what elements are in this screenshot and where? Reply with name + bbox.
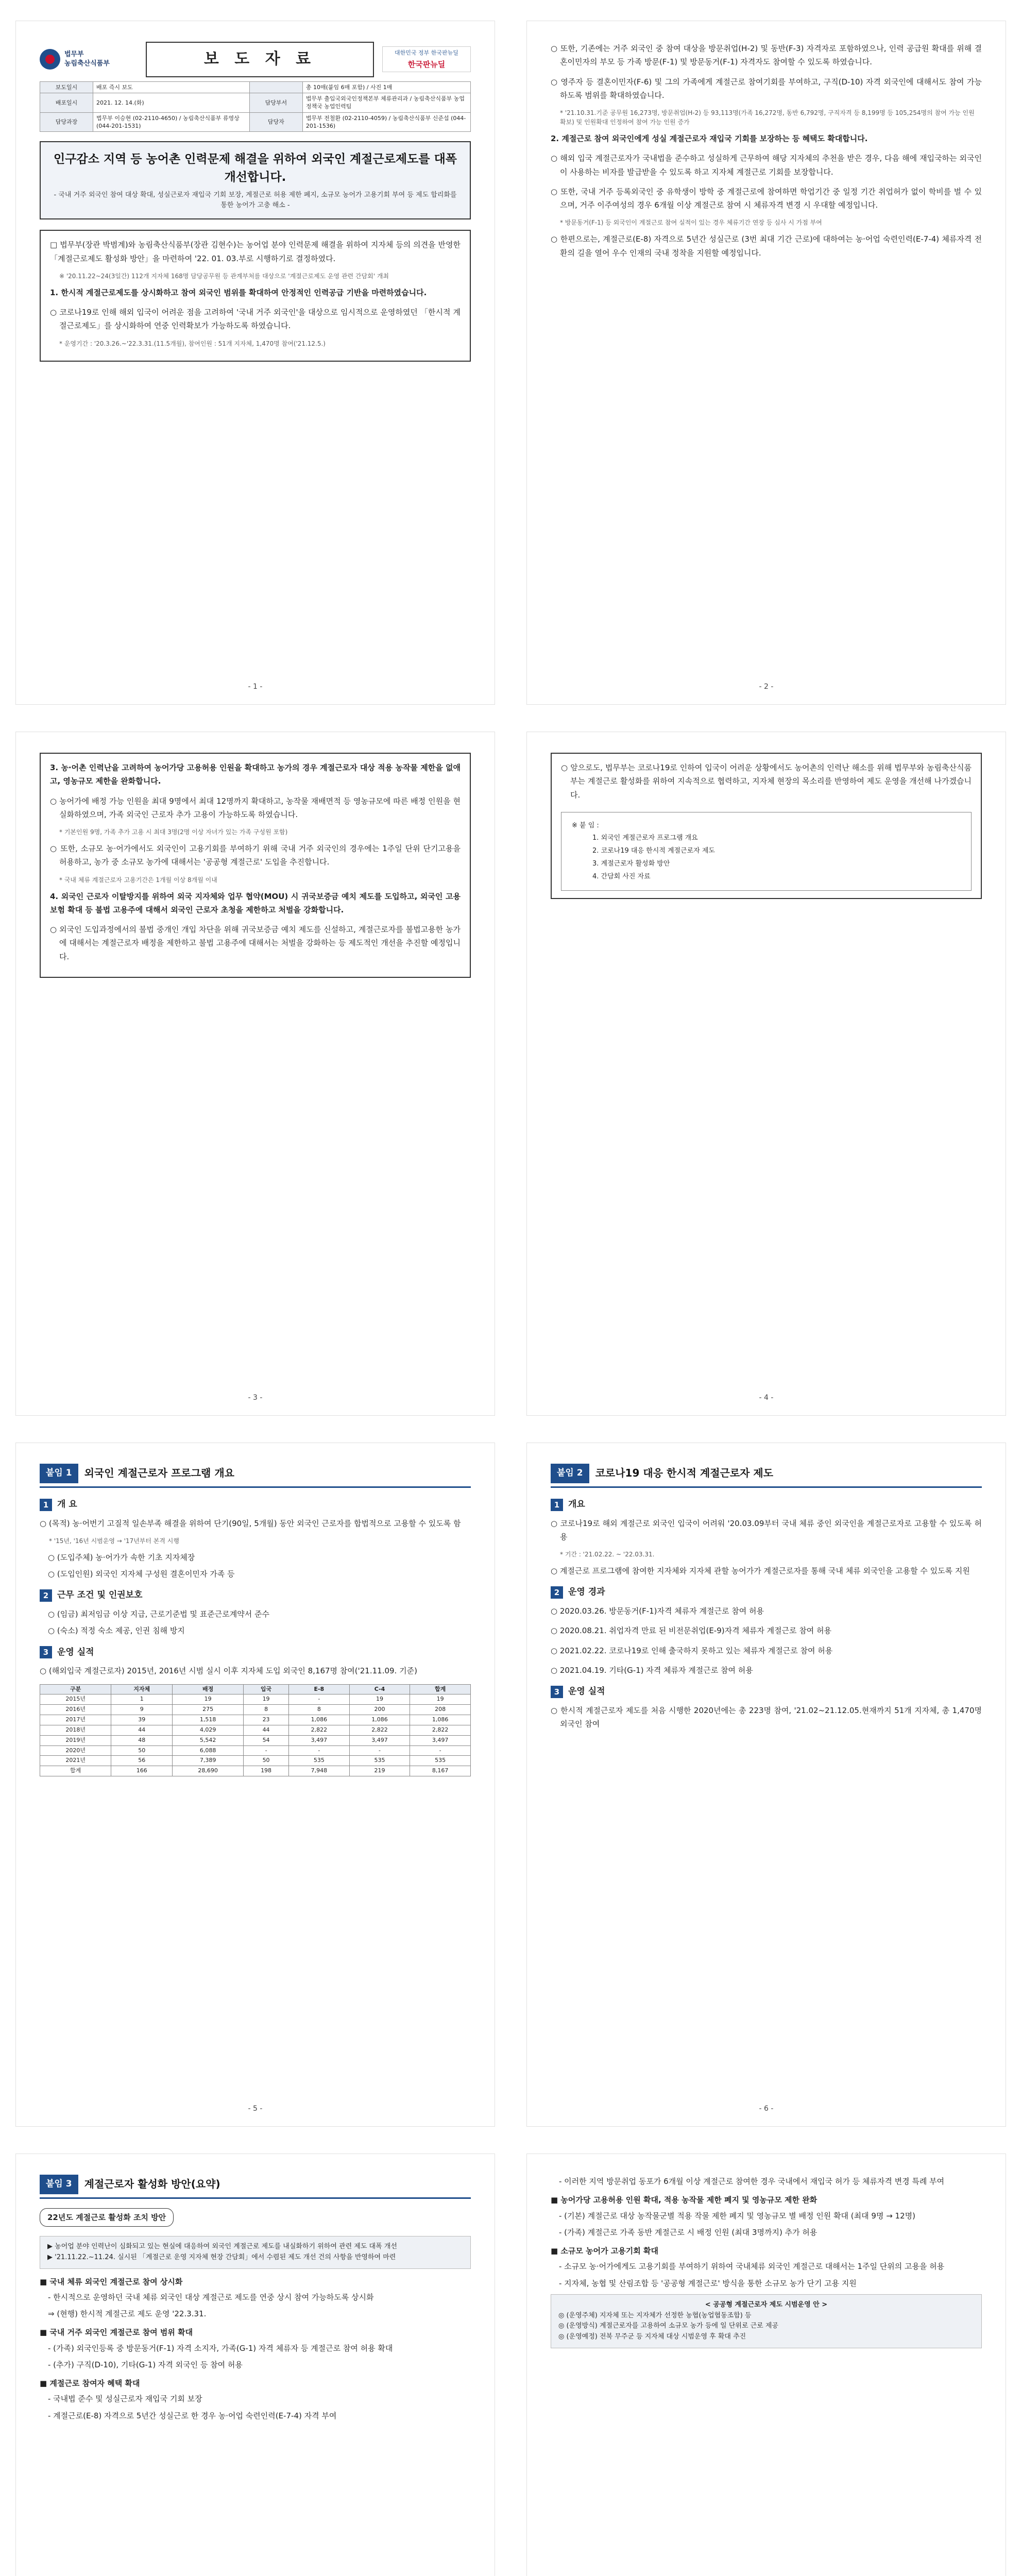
table-cell: 1,086 (289, 1715, 350, 1725)
measure-detail: - 한시적으로 운영하던 국내 체류 외국인 대상 계절근로 제도를 연중 상시 참여 가능하도록 상시화 (48, 2292, 374, 2302)
measure-heading: ■ 국내 거주 외국인 계절근로 참여 범위 확대 (40, 2328, 193, 2337)
bullet: ○ (임금) 최저임금 이상 지급, 근로기준법 및 표준근로계약서 준수 (48, 1609, 269, 1619)
summary-box (40, 2236, 471, 2269)
measure-detail: - 이러한 지역 방문취업 동포가 6개월 이상 계절근로 참여한 경우 국내에서 재입국 허가 등 체류자격 변경 특례 부여 (559, 2177, 945, 2186)
table-row (40, 1694, 471, 1705)
meta-value: 배포 즉시 보도 (93, 81, 250, 93)
brand-main: 한국판뉴딜 (407, 59, 446, 69)
attachment-list (561, 812, 972, 891)
note: * 국내 체류 계절근로자 고용기간은 1개월 이상 8개월 이내 (59, 876, 217, 884)
bullet: ○ 코로나19로 해외 계절근로 외국인 입국이 어려워 '20.03.09부터 국내 체류 중인 외국인을 계절근로자로 고용할 수 있도록 허용 (551, 1518, 982, 1541)
numbered-heading: 2 근무 조건 및 인권보호 (40, 1588, 471, 1603)
measure-detail: - (기본) 계절근로 대상 농작물군별 적용 작물 제한 폐지 및 영농규모 별 배정 인원 확대 (최대 9명 → 12명) (559, 2211, 915, 2221)
page-5 (15, 1443, 495, 2127)
measure-heading: ■ 소규모 농어가 고용기회 확대 (551, 2246, 658, 2256)
bullet: ○ 영주자 등 결혼이민자(F-6) 및 그의 가족에게 계절근로 참여기회를 부여하고, 구직(D-10) 자격 외국인에 대해서도 참여 가능하도록 범위를 확대하였습니다. (551, 77, 982, 100)
heading-text: 개 요 (57, 1499, 77, 1510)
table-cell: 3,497 (349, 1735, 410, 1745)
table-cell: 2018년 (40, 1725, 111, 1735)
note: * 기간 : '21.02.22. ~ '22.03.31. (560, 1551, 655, 1558)
bullet: ○ 계절근로 프로그램에 참여한 지자체와 지자체 관할 농어가가 계절근로자를 통해 국내 체류 외국인을 고용할 수 있도록 지원 (551, 1566, 970, 1575)
table-cell: 535 (410, 1756, 471, 1766)
table-cell: 8,167 (410, 1766, 471, 1776)
bullet: ○ 농어가에 배정 가능 인원을 최대 9명에서 최대 12명까지 확대하고, 농작물 재배면적 등 영농규모에 따른 배정 인원을 현실화하였으며, 가족 외국인 근로자 추가 고용이 가능하도록 하였습니다. (50, 796, 461, 819)
appendix-heading: 외국인 계절근로자 프로그램 개요 (84, 1467, 234, 1480)
numbered-heading: 3 운영 실적 (551, 1684, 982, 1700)
press-header (40, 42, 471, 77)
headline-box (40, 141, 471, 219)
table-cell: 1,086 (349, 1715, 410, 1725)
table-row (40, 1745, 471, 1756)
table-cell: 50 (111, 1745, 173, 1756)
meta-row (40, 81, 471, 93)
table-cell: 2,822 (289, 1725, 350, 1735)
table-cell: 28,690 (173, 1766, 244, 1776)
note: * '15년, '16년 시범운영 → '17년부터 본격 시행 (49, 1537, 179, 1545)
timeline-item: ○ 2020.08.21. 취업자격 만료 된 비전문취업(E-9)자격 체류자 계절근로 참여 허용 (551, 1626, 832, 1636)
table-cell: 535 (289, 1756, 350, 1766)
appendix-title (40, 2175, 471, 2199)
meta-value: 법무부 출입국외국인정책본부 체류관리과 / 농림축산식품부 농업정책국 농업인력팀 (302, 93, 470, 112)
table-cell: 8 (289, 1705, 350, 1715)
pilot-title: < 공공형 계절근로자 제도 시범운영 안 > (705, 2300, 828, 2309)
table-cell: 5,542 (173, 1735, 244, 1745)
table-cell: 3,497 (410, 1735, 471, 1745)
table-row (40, 1756, 471, 1766)
ministry-name-2: 농림축산식품부 (64, 60, 110, 68)
appendix-heading: 계절근로자 활성화 방안(요약) (84, 2178, 220, 2191)
appendix-title (551, 1464, 982, 1488)
attachment-item: 3. 계절근로자 활성화 방안 (592, 859, 670, 868)
table-header-cell: 배정 (173, 1684, 244, 1694)
press-title: 보 도 자 료 (146, 42, 374, 77)
measure-heading: ■ 계절근로 참여자 혜택 확대 (40, 2379, 140, 2388)
measure-detail: - (가족) 계절근로 가족 동반 계절근로 시 배정 인원 (최대 3명까지) 추가 허용 (559, 2227, 817, 2237)
measure-note: ⇒ (현행) 한시적 계절근로 제도 운영 '22.3.31. (48, 2309, 207, 2319)
round-heading: 22년도 계절근로 활성화 조치 방안 (40, 2208, 174, 2227)
table-cell: 48 (111, 1735, 173, 1745)
summary-item: ▶ 농어업 분야 인력난이 심화되고 있는 현실에 대응하여 외국인 계절근로 제도를 내실화하기 위하여 관련 제도 대폭 개선 (47, 2243, 397, 2250)
page-6 (526, 1443, 1006, 2127)
table-cell: 44 (111, 1725, 173, 1735)
bullet: ○ 한편으로는, 계절근로(E-8) 자격으로 5년간 성실근로 (3번 최대 기간 근로)에 대하여는 농·어업 숙련인력(E-7-4) 체류자격 전환의 길을 열어 우수 인재의 국내 정착을 지원할 예정입니다. (551, 234, 982, 258)
table-cell: 44 (244, 1725, 289, 1735)
measure-detail: - 소규모 농·어가에게도 고용기회를 부여하기 위하여 국내체류 외국인 계절근로 대해서는 1주일 단위의 고용을 허용 (559, 2262, 945, 2272)
new-deal-logo (382, 46, 471, 72)
note: * 운영기간 : '20.3.26.~'22.3.31.(11.5개월), 참여인원 : 51개 지자체, 1,470명 참여('21.12.5.) (59, 340, 326, 347)
measure-note: - (추가) 구직(D-10), 기타(G-1) 자격 외국인 등 참여 허용 (48, 2360, 243, 2369)
measure-heading: ■ 국내 체류 외국인 계절근로 참여 상시화 (40, 2277, 183, 2286)
table-cell: 200 (349, 1705, 410, 1715)
table-row (40, 1725, 471, 1735)
heading-text: 운영 실적 (568, 1686, 605, 1697)
table-cell: 2021년 (40, 1756, 111, 1766)
table-cell: 1 (111, 1694, 173, 1705)
table-header-cell: 입국 (244, 1684, 289, 1694)
table-cell: - (410, 1745, 471, 1756)
appendix-tag: 붙임 1 (40, 1464, 78, 1483)
bullet: ○ 외국인 도입과정에서의 불법 중개인 개입 차단을 위해 귀국보증금 예치 제도를 신설하고, 계절근로자를 불법고용한 농가에 대해서는 계절근로자 배정을 제한하고 불법 고용주에 대해서는 처벌을 강화하는 등 제도적인 개선을 추진할 예정입니다. (50, 925, 461, 961)
numbered-heading: 3 운영 실적 (40, 1645, 471, 1660)
meta-label: 배포일시 (40, 93, 93, 112)
measure-detail: - 지자체, 농협 및 산림조합 등 '공공형 계절근로' 방식을 통한 소규모 농가 단기 고용 지원 (559, 2278, 857, 2288)
note: * 방문동거(F-1) 등 외국인이 계절근로 참여 실적이 있는 경우 체류기간 연장 등 심사 시 가점 부여 (560, 219, 822, 227)
table-cell: - (244, 1745, 289, 1756)
meta-label: 담당과장 (40, 112, 93, 132)
meta-label (249, 81, 302, 93)
table-header-cell: C-4 (349, 1684, 410, 1694)
page-number: - 3 - (248, 1393, 263, 1402)
page-2 (526, 21, 1006, 705)
heading-text: 근무 조건 및 인권보호 (57, 1590, 143, 1601)
table-cell: 535 (349, 1756, 410, 1766)
intro-note: ※ '20.11.22~24(3일간) 112개 지자체 168명 담당공무원 등 관계부처를 대상으로 '계절근로제도 운영 관련 간담회' 개최 (59, 272, 389, 280)
table-row (40, 1705, 471, 1715)
table-header-cell: 구분 (40, 1684, 111, 1694)
table-cell: 6,088 (173, 1745, 244, 1756)
table-row (40, 1715, 471, 1725)
pilot-box (551, 2294, 982, 2348)
table-cell: 2019년 (40, 1735, 111, 1745)
table-cell: 19 (244, 1694, 289, 1705)
bullet: ○ 앞으로도, 법무부는 코로나19로 인하여 입국이 어려운 상황에서도 농어촌의 인력난 해소를 위해 법무부와 농림축산식품부는 계절근로 활성화를 위하여 지속적으로 협력하고, 지자체 현장의 목소리를 반영하여 제도 운영을 개선해 나가겠습니다. (561, 763, 972, 800)
timeline-item: ○ 2021.02.22. 코로나19로 인해 출국하지 못하고 있는 체류자 계절근로 참여 허용 (551, 1646, 833, 1655)
table-cell: 19 (173, 1694, 244, 1705)
table-cell: 208 (410, 1705, 471, 1715)
appendix-heading: 코로나19 대응 한시적 계절근로자 제도 (595, 1467, 774, 1480)
government-seal-icon (40, 49, 60, 70)
meta-table (40, 81, 471, 132)
meta-label: 담당부서 (249, 93, 302, 112)
bullet: ○ 또한, 기존에는 거주 외국인 중 참여 대상을 방문취업(H-2) 및 동반(F-3) 자격자로 포함하였으나, 인력 공급원 확대를 위해 결혼이민자의 부모 등 가족 방문(F-1) 및 방문동거(F-1) 자격자도 참여할 수 있도록 하였습니다. (551, 44, 982, 67)
attachment-item: 1. 외국인 계절근로자 프로그램 개요 (592, 834, 698, 842)
table-cell: 198 (244, 1766, 289, 1776)
page-number: - 5 - (248, 2104, 263, 2113)
bullet: ○ 한시적 계절근로자 제도를 처음 시행한 2020년에는 총 223명 참여, '21.02~21.12.05.현재까지 51개 지자체, 총 1,470명 외국인 참여 (551, 1705, 982, 1728)
appendix-title (40, 1464, 471, 1488)
meta-value: 총 10매(붙임 6매 포함) / 사진 1매 (302, 81, 470, 93)
intro-paragraph: □ 법무부(장관 박범계)와 농림축산식품부(장관 김현수)는 농어업 분야 인력문제 해결을 위하여 지자체 등의 의견을 반영한 「계절근로제도 활성화 방안」을 마련하여 '22. 01. 03.부로 시행하기로 결정하였다. (50, 240, 461, 263)
pilot-item: ◎ (운영방식) 계절근로자를 고용하여 소규모 농가 등에 일 단위로 근로 제공 (558, 2322, 778, 2330)
heading-text: 개요 (568, 1499, 585, 1510)
numbered-heading: 1 개 요 (40, 1497, 471, 1513)
section-heading: 1. 한시적 계절근로제도를 상시화하고 참여 외국인 범위를 확대하여 안정적인 인력공급 기반을 마련하였습니다. (50, 287, 427, 297)
table-cell: - (349, 1745, 410, 1756)
bullet: ○ 또한, 소규모 농·어가에서도 외국인이 고용기회를 부여하기 위해 국내 거주 외국인의 경우에는 1주일 단위 단기고용을 허용하고, 농가 중 소규모 농가에 대해서는 '공공형 계절근로' 도입을 추진합니다. (50, 844, 461, 867)
meta-row (40, 93, 471, 112)
heading-text: 운영 실적 (57, 1647, 94, 1657)
timeline-item: ○ 2021.04.19. 기타(G-1) 자격 체류자 계절근로 참여 허용 (551, 1665, 753, 1675)
page-8 (526, 2154, 1006, 2576)
appendix-tag: 붙임 3 (40, 2175, 78, 2194)
bullet: ○ (목적) 농·어번기 고질적 일손부족 해결을 위하여 단기(90일, 5개월) 동안 외국인 근로자를 합법적으로 고용할 수 있도록 함 (40, 1518, 461, 1528)
page-4 (526, 732, 1006, 1416)
table-header-cell: 지자체 (111, 1684, 173, 1694)
table-cell: 3,497 (289, 1735, 350, 1745)
table-cell: 56 (111, 1756, 173, 1766)
ministry-name: 법무부 (64, 50, 84, 59)
bullet: ○ 또한, 국내 거주 등록외국인 중 유학생이 방학 중 계절근로에 참여하면 학업기간 중 일정 기간 취업허가 없이 학비를 벌 수 있으며, 거주 이주여성의 경우 6개월 이상 계절근로 참여 시 체류자격 변경 시 우대할 예정입니다. (551, 187, 982, 210)
page-number: - 1 - (248, 682, 263, 691)
ministry-logo (40, 49, 138, 70)
table-header-cell: E-8 (289, 1684, 350, 1694)
meta-label: 보도일시 (40, 81, 93, 93)
headline-sub: - 국내 거주 외국인 참여 대상 확대, 성실근로자 재입국 기회 보장, 계절근로 허용 제한 폐지, 소규모 농어가 고용기회 부여 등 제도 합리화를 통한 농어가 고충 해소 - (54, 191, 457, 209)
table-cell: 8 (244, 1705, 289, 1715)
heading-text: 운영 경과 (568, 1587, 605, 1598)
table-cell: 219 (349, 1766, 410, 1776)
stats-header-row (40, 1684, 471, 1694)
table-cell: 2020년 (40, 1745, 111, 1756)
table-cell: 23 (244, 1715, 289, 1725)
table-cell: - (289, 1694, 350, 1705)
bullet: ○ (해외입국 계절근로자) 2015년, 2016년 시범 실시 이후 지자체 도입 외국인 8,167명 참여('21.11.09. 기준) (40, 1666, 417, 1676)
bullet: ○ (도입인원) 외국인 지자체 구성원 결혼이민자 가족 등 (48, 1569, 235, 1579)
page-number: - 6 - (759, 2104, 774, 2113)
measure-detail: - (가족) 외국인등록 중 방문동거(F-1) 자격 소지자, 가족(G-1) 자격 체류자 등 계절근로 참여 허용 확대 (48, 2343, 393, 2353)
meta-row (40, 112, 471, 132)
section-heading: 2. 계절근로 참여 외국인에게 성실 계절근로자 재입국 기회를 보장하는 등 혜택도 확대합니다. (551, 134, 868, 143)
table-cell: 7,948 (289, 1766, 350, 1776)
headline: 인구감소 지역 등 농어촌 인력문제 해결을 위하여 외국인 계절근로제도를 대폭 개선합니다. (53, 152, 457, 184)
page-1 (15, 21, 495, 705)
table-row (40, 1735, 471, 1745)
table-cell: 2,822 (410, 1725, 471, 1735)
table-cell: 1,518 (173, 1715, 244, 1725)
table-cell: 166 (111, 1766, 173, 1776)
table-cell: 2,822 (349, 1725, 410, 1735)
table-cell: 275 (173, 1705, 244, 1715)
page-number: - 4 - (759, 1393, 774, 1402)
numbered-heading: 1 개요 (551, 1497, 982, 1513)
meta-value: 법무부 이승현 (02-2110-4650) / 농림축산식품부 류영상 (044-201-1531) (93, 112, 250, 132)
measure-heading: ■ 농어가당 고용허용 인원 확대, 적용 농작물 제한 폐지 및 영농규모 제한 완화 (551, 2195, 817, 2205)
attachment-title: ※ 붙 임 : (572, 821, 599, 829)
table-header-cell: 합계 (410, 1684, 471, 1694)
table-cell: 2016년 (40, 1705, 111, 1715)
meta-value: 2021. 12. 14.(화) (93, 93, 250, 112)
table-cell: 19 (349, 1694, 410, 1705)
stats-table (40, 1684, 471, 1777)
appendix-tag: 붙임 2 (551, 1464, 589, 1483)
bullet: ○ (도입주체) 농·어가가 속한 기초 지자체장 (48, 1552, 195, 1562)
brand-text: 대한민국 정부 한국판뉴딜 (395, 49, 458, 56)
measure-detail: - 국내법 준수 및 성실근로자 재입국 기회 보장 (48, 2394, 202, 2404)
pilot-item: ◎ (운영주체) 지자체 또는 지자체가 선정한 농협(농업협동조합) 등 (558, 2311, 752, 2319)
section-heading: 4. 외국인 근로자 이탈방지를 위하여 외국 지자체와 업무 협약(MOU) 시 귀국보증금 예치 제도를 도입하고, 외국인 고용보험 확대 등 불법 고용주에 대해서 외국인 근로자 초청을 제한하고 처벌을 강화합니다. (50, 891, 461, 914)
content-box (40, 753, 471, 978)
table-cell: 54 (244, 1735, 289, 1745)
summary-item: ▶ '21.11.22.~11.24. 실시된 「계절근로 운영 지자체 현장 간담회」에서 수렴된 제도 개선 건의 사항을 반영하여 마련 (47, 2253, 396, 2261)
table-cell: 합계 (40, 1766, 111, 1776)
meta-label: 담당자 (249, 112, 302, 132)
table-cell: 7,389 (173, 1756, 244, 1766)
table-cell: 4,029 (173, 1725, 244, 1735)
table-cell: - (289, 1745, 350, 1756)
bullet: ○ 해외 입국 계절근로자가 국내법을 준수하고 성실하게 근무하여 해당 지자체의 추천을 받은 경우, 다음 해에 재입국하는 외국인이 사용하는 비자를 발급받을 수 있도록 하고 지자체 계절근로 기회를 보장합니다. (551, 154, 982, 177)
attachment-item: 2. 코로나19 대응 한시적 계절근로자 제도 (592, 847, 715, 855)
numbered-heading: 2 운영 경과 (551, 1585, 982, 1600)
intro-box (40, 230, 471, 361)
note: * '21.10.31.기준 공무원 16,273명, 방문취업(H-2) 등 93,113명(가족 16,272명, 동반 6,792명, 구직자격 등 8,199명 등 105,254명의 참여 가능 인원 확보) 및 인원확대 인정하여 참여 가능 인원 증가 (560, 109, 975, 126)
table-cell: 39 (111, 1715, 173, 1725)
table-cell: 19 (410, 1694, 471, 1705)
bullet: ○ 코로나19로 인해 해외 입국이 어려운 점을 고려하여 '국내 거주 외국인'을 대상으로 임시적으로 운영하였던 「한시적 계절근로제도」를 상시화하여 연중 인력확보가 가능하도록 하였습니다. (50, 308, 461, 331)
page-number: - 2 - (759, 682, 774, 691)
note: * 기본인원 9명, 가족 추가 고용 시 최대 3명(2명 이상 자녀가 있는 가족 구성원 포함) (59, 828, 288, 836)
page-7 (15, 2154, 495, 2576)
content-box (551, 753, 982, 899)
attachment-item: 4. 간담회 사진 자료 (592, 872, 651, 880)
table-cell: 9 (111, 1705, 173, 1715)
table-cell: 50 (244, 1756, 289, 1766)
page-3 (15, 732, 495, 1416)
table-row (40, 1766, 471, 1776)
table-cell: 2017년 (40, 1715, 111, 1725)
table-cell: 2015년 (40, 1694, 111, 1705)
table-cell: 1,086 (410, 1715, 471, 1725)
meta-value: 법무부 전철환 (02-2110-4059) / 농림축산식품부 신준섭 (044-201-1536) (302, 112, 470, 132)
pilot-item: ◎ (운영예정) 전북 무주군 등 지자체 대상 시범운영 후 확대 추진 (558, 2333, 746, 2341)
measure-note: - 계절근로(E-8) 자격으로 5년간 성실근로 한 경우 농·어업 숙련인력(E-7-4) 자격 부여 (48, 2411, 337, 2420)
bullet: ○ (숙소) 적정 숙소 제공, 인권 침해 방지 (48, 1626, 185, 1636)
section-heading: 3. 농·어촌 인력난을 고려하여 농어가당 고용허용 인원을 확대하고 농가의 경우 계절근로자 대상 적용 농작물 제한을 없애고, 영농규모 제한을 완화합니다. (50, 763, 461, 786)
timeline-item: ○ 2020.03.26. 방문동거(F-1)자격 체류자 계절근로 참여 허용 (551, 1606, 764, 1616)
